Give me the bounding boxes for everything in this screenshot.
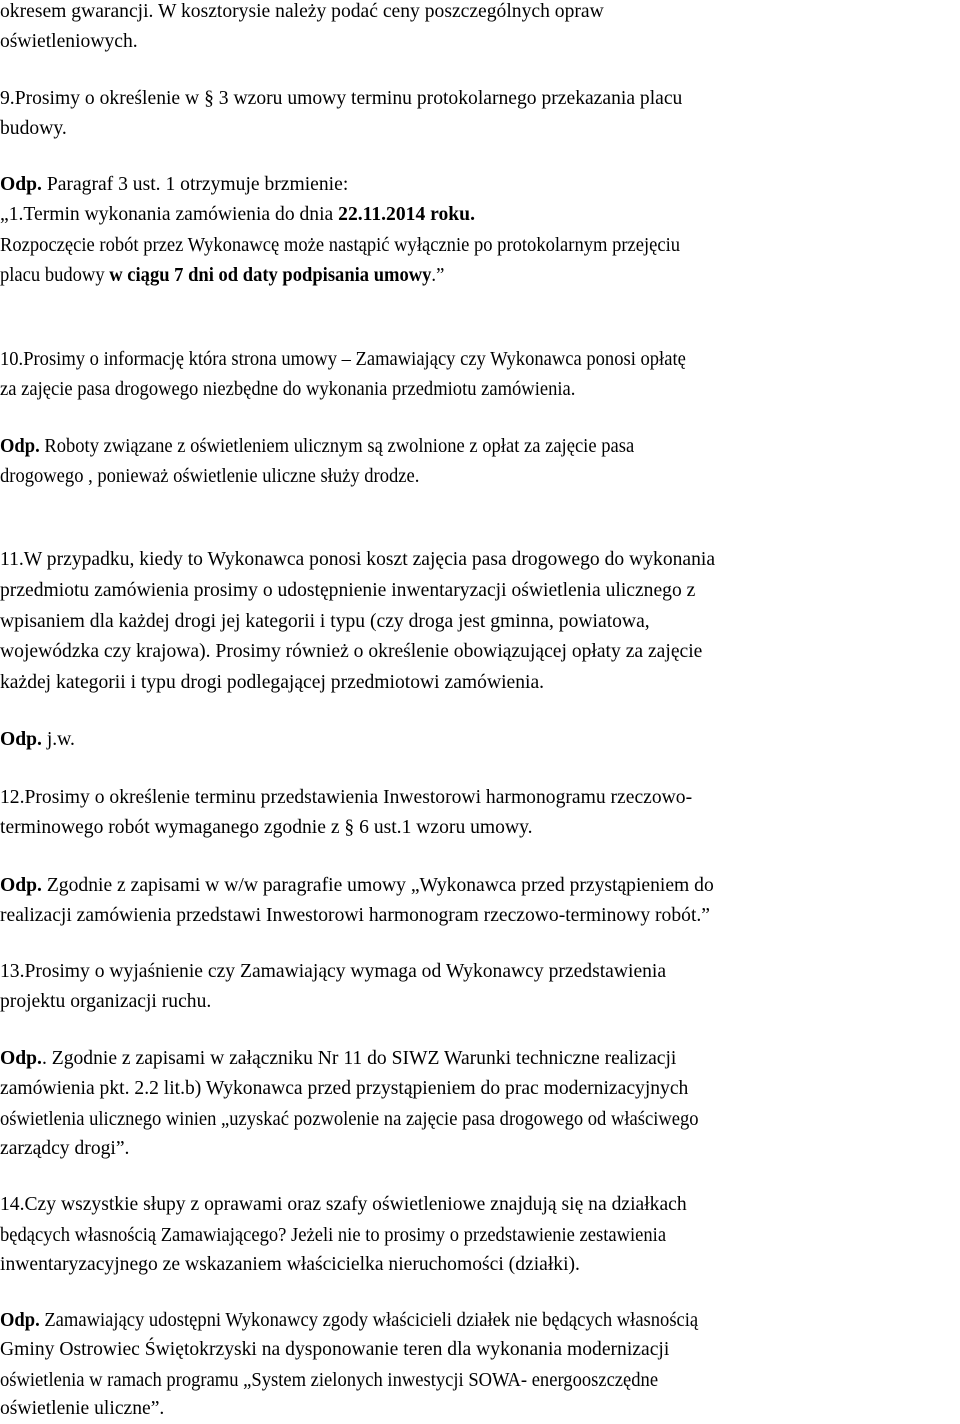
text-line: będących własnością Zamawiającego? Jeżeli nie to prosimy o przedstawienie zestawienia (0, 1224, 667, 1246)
text-line: 14.Czy wszystkie słupy z oprawami oraz szafy oświetleniowe znajdują się na działkach (0, 1194, 687, 1215)
text-line: Paragraf 3 ust. 1 otrzymuje brzmienie: (41, 174, 349, 195)
text-line: zarządcy drogi”. (0, 1138, 130, 1159)
answer-13-line (0, 1104, 956, 1134)
answer-label: Odp. (0, 435, 40, 457)
question-11-line (0, 637, 956, 667)
text-line: okresem gwarancji. W kosztorysie należy podać ceny poszczególnych opraw (0, 1, 604, 22)
text-line: budowy. (0, 118, 67, 139)
answer-14-line (0, 1335, 956, 1365)
text-line: „1.Termin wykonania zamówienia do dnia (0, 204, 339, 225)
text-line: oświetlenia w ramach programu „System zielonych inwestycji SOWA- energooszczędne (0, 1369, 659, 1391)
question-11-line (0, 545, 956, 575)
question-13-line (0, 987, 956, 1017)
text-line: przedmiotu zamówienia prosimy o udostępnienie inwentaryzacji oświetlenia ulicznego z (0, 580, 696, 601)
answer-14-line (0, 1394, 956, 1424)
emphasis-text: w ciągu 7 dni od daty podpisania umowy (109, 264, 432, 286)
question-13-line (0, 957, 956, 987)
section-sign: § (204, 88, 214, 109)
text-line: 13.Prosimy o wyjaśnienie czy Zamawiający wymaga od Wykonawcy przedstawienia (0, 961, 667, 982)
text-line: 10.Prosimy o informację która strona umowy – Zamawiający czy Wykonawca ponosi opłatę (0, 348, 686, 370)
answer-label: Odp. (0, 1309, 40, 1331)
question-14-line (0, 1190, 956, 1220)
text-line: zamówienia pkt. 2.2 lit.b) Wykonawca przed przystąpieniem do prac modernizacyjnych (0, 1078, 689, 1099)
text-line: Zgodnie z zapisami w w/w paragrafie umowy „Wykonawca przed przystąpieniem do (46, 875, 714, 896)
question-14-line (0, 1220, 956, 1250)
question-9-line (0, 114, 956, 144)
text-line: za zajęcie pasa drogowego niezbędne do wykonania przedmiotu zamówienia. (0, 378, 576, 400)
text-line: Roboty związane z oświetleniem ulicznym są zwolnione z opłat za zajęcie pasa (44, 435, 635, 457)
answer-11-line (0, 725, 956, 755)
answer-13-line (0, 1134, 956, 1164)
text-line: oświetlenia ulicznego winien „uzyskać pozwolenie na zajęcie pasa drogowego od właściwego (0, 1108, 699, 1130)
text-line: wpisaniem dla każdej drogi jej kategorii i typu (czy droga jest gminna, powiatowa, (0, 611, 650, 632)
text-line: wojewódzka czy krajowa). Prosimy również o określenie obowiązującej opłaty za zajęcie (0, 641, 703, 662)
answer-label: Odp. (0, 174, 42, 195)
question-9-line (0, 84, 956, 114)
answer-13-line (0, 1044, 956, 1074)
answer-label: Odp. (0, 1048, 42, 1069)
answer-9-line: placu budowy w ciągu 7 dni od daty podpisania umowy.” (0, 264, 445, 286)
question-12-line (0, 783, 956, 813)
question-14-line (0, 1250, 956, 1280)
question-11-line (0, 576, 956, 606)
question-11-line (0, 607, 956, 637)
text-line: inwentaryzacyjnego ze wskazaniem właścicielka nieruchomości (działki). (0, 1254, 580, 1275)
section-sign: § (344, 817, 355, 838)
deadline-date: 22.11.2014 roku. (338, 204, 475, 225)
text-line: realizacji zamówienia przedstawi Inwestorowi harmonogram rzeczowo-terminowy robót.” (0, 905, 710, 926)
paragraph-line (0, 0, 956, 27)
answer-14-line (0, 1365, 956, 1395)
question-10-line (0, 344, 956, 374)
answer-9-line (0, 200, 956, 230)
question-11-line (0, 668, 956, 698)
answer-12-line (0, 901, 956, 931)
text-line: 9.Prosimy o określenie w § 3 wzoru umowy terminu protokolarnego przekazania placu (0, 88, 683, 109)
text-line: placu budowy (0, 264, 110, 286)
text-line: terminowego robót wymaganego zgodnie z § 6 ust.1 wzoru umowy. (0, 817, 533, 838)
text-line: Zamawiający udostępni Wykonawcy zgody właścicieli działek nie będących własnością (44, 1309, 699, 1331)
text-line: Gminy Ostrowiec Świętokrzyski na dysponowanie teren dla wykonania modernizacji (0, 1339, 670, 1360)
answer-9-line (0, 230, 956, 260)
text-line: projektu organizacji ruchu. (0, 991, 212, 1012)
question-10-line (0, 374, 956, 404)
question-12-line (0, 813, 956, 843)
text-line: . Zgodnie z zapisami w załączniku Nr 11 do SIWZ Warunki techniczne realizacji (41, 1048, 677, 1069)
answer-14-line (0, 1305, 956, 1335)
answer-label: Odp. (0, 729, 42, 750)
answer-9-line (0, 170, 956, 200)
text-line: j.w. (41, 729, 75, 750)
text-line: Rozpoczęcie robót przez Wykonawcę może nastąpić wyłącznie po protokolarnym przejęciu (0, 234, 681, 256)
text-line: 12.Prosimy o określenie terminu przedstawienia Inwestorowi harmonogramu rzeczowo- (0, 787, 693, 808)
answer-10-line (0, 431, 956, 461)
text-line: 11.W przypadku, kiedy to Wykonawca ponosi koszt zajęcia pasa drogowego do wykonania (0, 549, 716, 570)
answer-13-line (0, 1074, 956, 1104)
paragraph-line (0, 27, 956, 57)
answer-label: Odp. (0, 875, 42, 896)
answer-12-line (0, 871, 956, 901)
text-line: drogowego , ponieważ oświetlenie uliczne służy drodze. (0, 465, 420, 487)
text-line: każdej kategorii i typu drogi podlegającej przedmiotowi zamówienia. (0, 672, 545, 693)
answer-10-line (0, 461, 956, 491)
text-line: oświetlenie uliczne”. (0, 1398, 165, 1419)
text-line: oświetleniowych. (0, 31, 138, 52)
